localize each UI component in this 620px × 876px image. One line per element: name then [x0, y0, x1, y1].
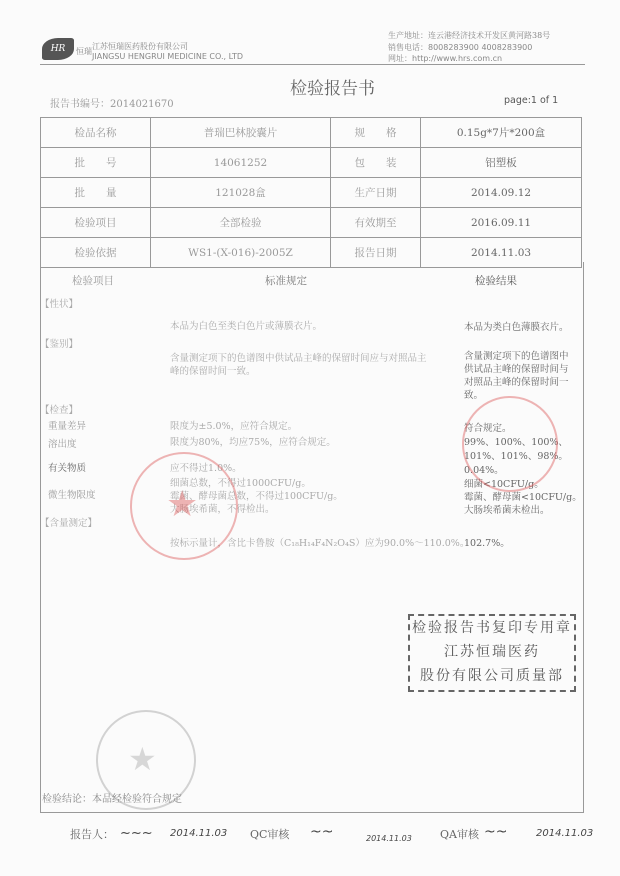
microbial-standard-2: 霉菌、酵母菌总数，不得过100CFU/g。 — [170, 491, 343, 502]
value: 14061252 — [151, 148, 331, 178]
value: 2016.09.11 — [421, 208, 582, 238]
section-assay: 【含量测定】 — [40, 518, 98, 529]
ident-result-1: 含量测定项下的色谱图中 — [464, 351, 569, 362]
report-number: 报告书编号：2014021670 — [50, 99, 174, 110]
dissolution-item: 溶出度 — [48, 439, 77, 450]
reporter-signature: ~~~ — [120, 826, 153, 841]
section-check: 【检查】 — [40, 405, 79, 416]
ident-result-2: 供试品主峰的保留时间与 — [464, 364, 569, 375]
value: WS1-(X-016)-2005Z — [151, 238, 331, 268]
dissolution-result-1: 99%、100%、100%、 — [464, 437, 568, 448]
company-address: 生产地址：连云港经济技术开发区黄河路38号 — [388, 31, 551, 40]
weight-item: 重量差异 — [48, 421, 87, 432]
page-number: page:1 of 1 — [504, 95, 559, 106]
props-standard: 本品为白色至类白色片或薄膜衣片。 — [170, 321, 323, 332]
qc-signature: ~~ — [310, 824, 334, 840]
star-icon: ★ — [166, 484, 199, 525]
dissolution-standard: 限度为80%，均应75%，应符合规定。 — [170, 437, 336, 448]
value: 普瑞巴林胶囊片 — [151, 118, 331, 148]
ident-standard-2: 峰的保留时间一致。 — [170, 366, 256, 377]
company-name-en: JIANGSU HENGRUI MEDICINE CO., LTD — [92, 52, 244, 61]
copy-stamp-line: 江苏恒瑞医药 — [444, 644, 540, 660]
company-website: 网址：http://www.hrs.com.cn — [388, 54, 503, 63]
red-inspection-seal — [462, 396, 558, 492]
table-row — [41, 148, 582, 178]
copy-stamp-line: 检验报告书复印专用章 — [412, 620, 572, 636]
table-row — [41, 178, 582, 208]
company-phone: 销售电话：8008283900 4008283900 — [388, 43, 533, 52]
label: 批 号 — [41, 148, 151, 178]
label: 检验依据 — [41, 238, 151, 268]
weight-standard: 限度为±5.0%，应符合规定。 — [170, 421, 298, 432]
related-substances-result: 0.04%。 — [464, 465, 504, 476]
copy-stamp-line: 股份有限公司质量部 — [420, 668, 564, 684]
dissolution-result-2: 101%、101%、98%。 — [464, 451, 568, 462]
section-ident: 【鉴别】 — [40, 339, 79, 350]
related-substances-standard: 应不得过1.0%。 — [170, 463, 242, 474]
label: 检品名称 — [41, 118, 151, 148]
microbial-result-3: 大肠埃希菌未检出。 — [464, 505, 550, 516]
page-title: 检验报告书 — [290, 79, 375, 99]
ident-result-3: 对照品主峰的保留时间一 — [464, 377, 569, 388]
product-info-table — [40, 117, 582, 268]
qa-label: QA审核 — [440, 828, 479, 841]
header-divider — [40, 64, 585, 65]
reporter-label: 报告人： — [70, 828, 114, 841]
column-header-item: 检验项目 — [72, 275, 114, 287]
conclusion: 检验结论：本品经检验符合规定 — [42, 794, 182, 805]
company-logo: HR — [42, 38, 74, 60]
label: 包 装 — [331, 148, 421, 178]
qa-signature: ~~ — [484, 824, 508, 840]
value: 全部检验 — [151, 208, 331, 238]
microbial-result-1: 细菌<10CFU/g。 — [464, 479, 544, 490]
microbial-standard-3: 大肠埃希菌，不得检出。 — [170, 504, 275, 515]
star-icon: ★ — [128, 740, 157, 778]
ident-result-4: 致。 — [464, 390, 484, 401]
copy-stamp — [408, 614, 576, 692]
props-result: 本品为类白色薄膜衣片。 — [464, 322, 569, 333]
related-substances-item: 有关物质 — [48, 463, 87, 474]
table-row — [41, 208, 582, 238]
microbial-item: 微生物限度 — [48, 490, 96, 501]
label: 批 量 — [41, 178, 151, 208]
label: 检验项目 — [41, 208, 151, 238]
label: 报告日期 — [331, 238, 421, 268]
value: 121028盒 — [151, 178, 331, 208]
assay-standard: 按标示量计，含比卡鲁胺（C₁₈H₁₄F₄N₂O₄S）应为90.0%～110.0%。 — [170, 538, 470, 549]
company-name-cn: 江苏恒瑞医药股份有限公司 — [92, 42, 188, 51]
value: 0.15g*7片*200盒 — [421, 118, 582, 148]
column-header-result: 检验结果 — [475, 275, 517, 287]
table-row — [41, 118, 582, 148]
label: 生产日期 — [331, 178, 421, 208]
qa-date: 2014.11.03 — [536, 828, 594, 839]
logo-text: 恒瑞 — [76, 47, 92, 56]
value: 铝塑板 — [421, 148, 582, 178]
section-props: 【性状】 — [40, 299, 79, 310]
microbial-standard-1: 细菌总数，不得过1000CFU/g。 — [170, 478, 311, 489]
label: 规 格 — [331, 118, 421, 148]
weight-result: 符合规定。 — [464, 423, 512, 434]
qc-label: QC审核 — [250, 828, 290, 841]
column-header-standard: 标准规定 — [265, 275, 307, 287]
label: 有效期至 — [331, 208, 421, 238]
value: 2014.11.03 — [421, 238, 582, 268]
qc-date: 2014.11.03 — [366, 834, 412, 843]
ident-standard-1: 含量测定项下的色谱图中供试品主峰的保留时间应与对照品主 — [170, 353, 427, 364]
assay-result: 102.7%。 — [464, 538, 510, 549]
reporter-date: 2014.11.03 — [170, 828, 228, 839]
value: 2014.09.12 — [421, 178, 582, 208]
red-company-seal — [130, 452, 238, 560]
microbial-result-2: 霉菌、酵母菌<10CFU/g。 — [464, 492, 582, 503]
